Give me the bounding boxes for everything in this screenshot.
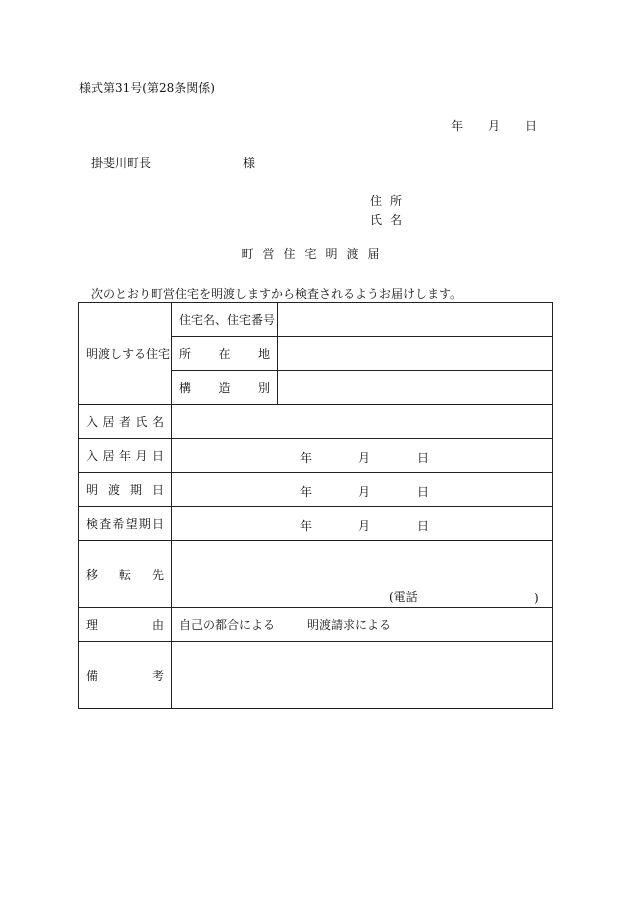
location-field[interactable] <box>278 337 553 371</box>
label-char: 日 <box>151 517 164 531</box>
label-char: 転 <box>118 567 131 582</box>
honorific: 様 <box>243 156 256 170</box>
location-label-cell <box>172 337 278 371</box>
table-row <box>79 541 553 608</box>
applicant-block <box>370 194 410 232</box>
table-row <box>79 303 553 337</box>
move-in-month: 月 <box>358 450 371 465</box>
vacate-day: 日 <box>417 484 430 499</box>
housing-name-label: 住宅名、住宅番号 <box>172 303 278 337</box>
table-row <box>79 405 553 439</box>
resident-name-field[interactable] <box>172 405 553 439</box>
table-row <box>79 642 553 709</box>
label-char: 在 <box>218 347 231 361</box>
label-char: 月 <box>135 449 148 463</box>
remarks-label-cell <box>79 642 172 709</box>
inspection-label-cell <box>79 507 172 541</box>
label-char: 入 <box>86 415 99 429</box>
move-in-label-cell <box>79 439 172 473</box>
reason-label <box>86 616 164 633</box>
inspection-month: 月 <box>358 518 371 533</box>
structure-field[interactable] <box>278 371 553 405</box>
label-char: 明 <box>86 483 99 497</box>
vacate-month: 月 <box>358 484 371 499</box>
move-in-year: 年 <box>300 450 313 465</box>
label-char: 先 <box>151 567 164 582</box>
destination-label <box>86 566 164 583</box>
label-char: 検 <box>86 517 99 531</box>
document-title: 町営住宅明渡届 <box>241 247 389 261</box>
reason-option-own[interactable]: 自己の都合による <box>179 618 276 632</box>
form-number: 様式第31号(第28条関係) <box>79 81 215 95</box>
label-char: 査 <box>99 517 112 531</box>
label-char: 期 <box>129 483 142 497</box>
table-row <box>79 507 553 541</box>
vacate-date-field[interactable] <box>172 473 553 507</box>
location-label <box>179 345 270 362</box>
inspection-label <box>86 515 164 532</box>
label-char: 日 <box>151 449 164 463</box>
phone-close: ) <box>534 591 539 605</box>
remarks-field[interactable] <box>172 642 553 709</box>
phone-label: (電話 <box>389 590 418 604</box>
label-char: 移 <box>86 567 99 582</box>
resident-label-cell <box>79 405 172 439</box>
label-char: 構 <box>179 381 192 395</box>
label-char: 希 <box>112 517 125 531</box>
label-char: 年 <box>118 449 131 463</box>
table-row <box>79 608 553 642</box>
inspection-year: 年 <box>300 518 313 533</box>
label-char: 別 <box>257 381 270 395</box>
label-char: 期 <box>138 517 151 531</box>
vacate-label <box>86 481 164 498</box>
structure-label <box>179 379 270 396</box>
applicant-name-label: 氏名 <box>370 213 411 227</box>
destination-label-cell <box>79 541 172 608</box>
table-row <box>79 439 553 473</box>
label-char: 望 <box>125 517 138 531</box>
label-char: 入 <box>86 449 99 463</box>
vacate-year: 年 <box>300 484 313 499</box>
table-row <box>79 473 553 507</box>
label-char: 理 <box>86 618 99 632</box>
destination-field[interactable] <box>172 541 553 608</box>
label-char: 地 <box>257 347 270 361</box>
label-char: 考 <box>151 668 164 683</box>
inspection-day: 日 <box>417 518 430 533</box>
submission-date <box>451 119 537 133</box>
label-char: 居 <box>102 449 115 463</box>
label-char: 名 <box>151 415 164 429</box>
date-day-label: 日 <box>525 119 538 133</box>
remarks-label <box>86 667 164 684</box>
move-in-date-field[interactable] <box>172 439 553 473</box>
label-char: 備 <box>86 668 99 683</box>
label-char: 所 <box>179 347 192 361</box>
date-month-label: 月 <box>488 119 501 133</box>
label-char: 者 <box>118 415 131 429</box>
structure-label-cell <box>172 371 278 405</box>
vacate-form-table <box>78 302 553 709</box>
reason-field <box>172 608 553 642</box>
housing-group-label: 明渡しする住宅 <box>79 303 172 405</box>
move-in-day: 日 <box>417 450 430 465</box>
inspection-date-field[interactable] <box>172 507 553 541</box>
housing-name-field[interactable] <box>278 303 553 337</box>
resident-label <box>86 413 164 430</box>
intro-text: 次のとおり町営住宅を明渡しますから検査されるようお届けします。 <box>91 287 463 301</box>
label-char: 由 <box>151 618 164 632</box>
label-char: 氏 <box>135 415 148 429</box>
reason-option-request[interactable]: 明渡請求による <box>307 618 392 632</box>
addressee: 掛斐川町長 <box>91 156 152 170</box>
label-char: 渡 <box>107 483 120 497</box>
label-char: 居 <box>102 415 115 429</box>
move-in-label <box>86 447 164 464</box>
reason-label-cell <box>79 608 172 642</box>
date-year-label: 年 <box>451 119 464 133</box>
label-char: 日 <box>151 483 164 497</box>
vacate-label-cell <box>79 473 172 507</box>
applicant-address-label: 住所 <box>370 194 411 208</box>
label-char: 造 <box>218 381 231 395</box>
